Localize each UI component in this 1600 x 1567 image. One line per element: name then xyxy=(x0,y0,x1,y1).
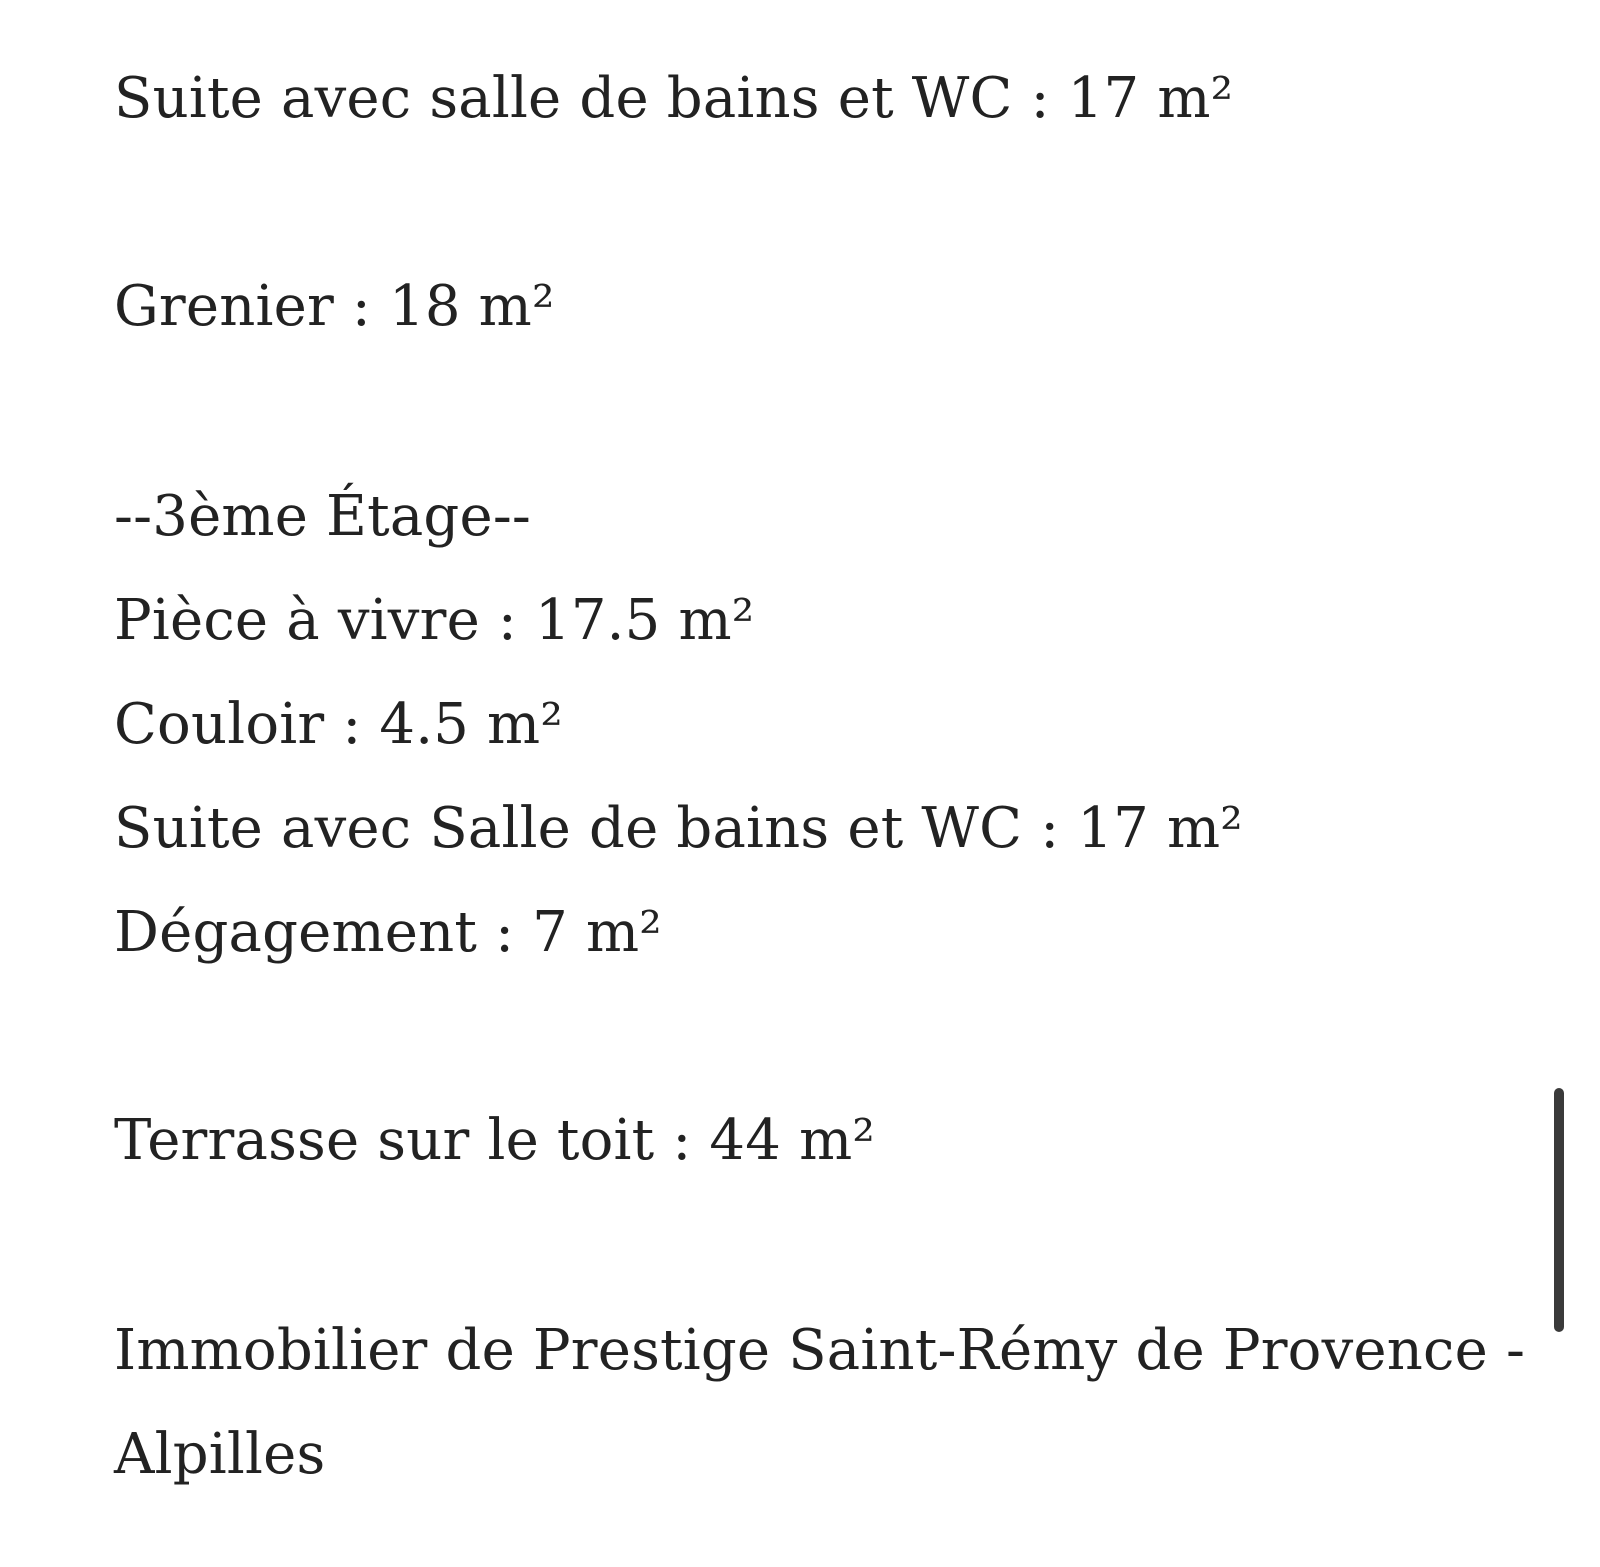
room-line-couloir: Couloir : 4.5 m² xyxy=(114,692,564,757)
room-line-degagement: Dégagement : 7 m² xyxy=(114,900,662,965)
floor-heading-3eme-etage: --3ème Étage-- xyxy=(114,484,532,549)
agency-name-line-1: Immobilier de Prestige Saint-Rémy de Provence - xyxy=(114,1318,1526,1383)
vertical-scrollbar[interactable] xyxy=(1554,1088,1564,1332)
room-line-piece-a-vivre: Pièce à vivre : 17.5 m² xyxy=(114,588,755,653)
room-line-grenier: Grenier : 18 m² xyxy=(114,274,555,339)
room-line-suite-3rd-floor: Suite avec Salle de bains et WC : 17 m² xyxy=(114,796,1243,861)
room-line-suite-2nd-floor: Suite avec salle de bains et WC : 17 m² xyxy=(114,66,1234,131)
agency-name-line-2: Alpilles xyxy=(114,1422,326,1487)
room-line-terrasse: Terrasse sur le toit : 44 m² xyxy=(114,1108,876,1173)
